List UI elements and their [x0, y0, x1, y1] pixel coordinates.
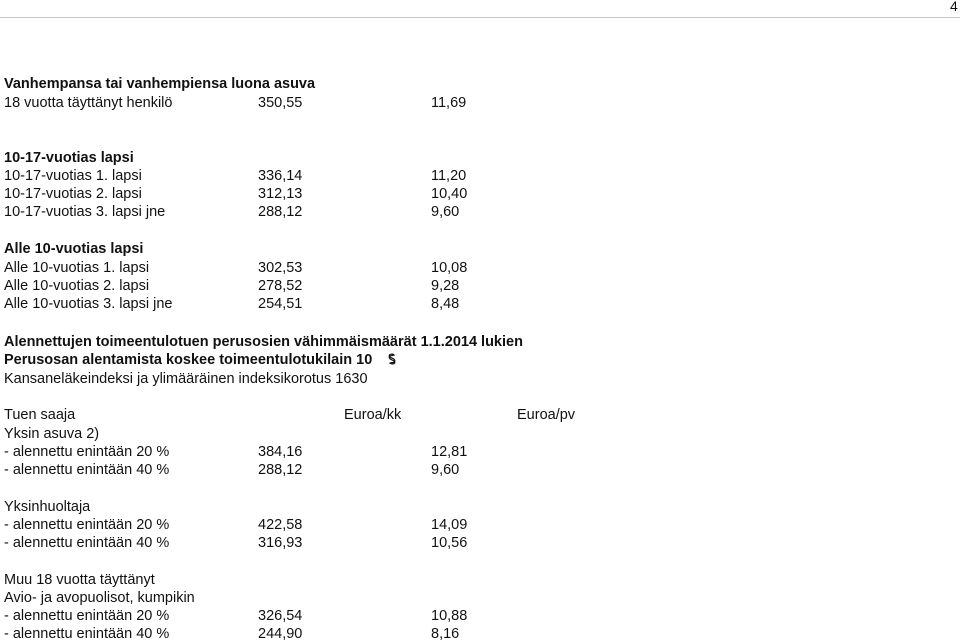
row-label: - alennettu enintään 40 %: [4, 462, 170, 478]
row-value-pv: 14,09: [431, 517, 468, 533]
row-value-kk: 422,58: [258, 517, 303, 533]
row-value-kk: 384,16: [258, 444, 303, 460]
row-value-pv: 10,08: [431, 260, 468, 276]
row-value-pv: 10,88: [431, 608, 468, 624]
column-header-kk: Euroa/kk: [344, 407, 402, 423]
row-value-kk: 336,14: [258, 168, 303, 184]
row-value-pv: 8,48: [431, 296, 460, 312]
row-label: 10-17-vuotias 2. lapsi: [4, 186, 142, 202]
row-value-pv: 10,56: [431, 535, 468, 551]
row-value-pv: 11,20: [431, 168, 467, 184]
column-header-pv: Euroa/pv: [517, 407, 576, 423]
row-value-pv: 9,60: [431, 462, 460, 478]
section-title: Vanhempansa tai vanhempiensa luona asuva: [4, 76, 316, 92]
group-subtitle: Avio- ja avopuolisot, kumpikin: [4, 590, 195, 606]
row-value-kk: 254,51: [258, 296, 303, 312]
row-label: 18 vuotta täyttänyt henkilö: [4, 95, 173, 111]
row-value-kk: 326,54: [258, 608, 303, 624]
row-value-kk: 244,90: [258, 626, 303, 642]
index-line: Kansaneläkeindeksi ja ylimääräinen indeksikorotus 1630: [4, 371, 368, 387]
row-value-pv: 9,28: [431, 278, 460, 294]
row-value-kk: 278,52: [258, 278, 303, 294]
row-label: - alennettu enintään 20 %: [4, 608, 170, 624]
column-header-recipient: Tuen saaja: [4, 407, 76, 423]
row-label: Alle 10-vuotias 3. lapsi jne: [4, 296, 173, 312]
group-title: Yksinhuoltaja: [4, 499, 91, 515]
row-value-kk: 316,93: [258, 535, 303, 551]
row-value-kk: 312,13: [258, 186, 303, 202]
section-sign-icon: [386, 353, 398, 365]
row-value-kk: 288,12: [258, 204, 303, 220]
section-heading: Alennettujen toimeentulotuen perusosien vähimmäismäärät 1.1.2014 lukien: [4, 334, 523, 350]
group-title: Yksin asuva 2): [4, 426, 100, 442]
row-value-pv: 10,40: [431, 186, 468, 202]
header-divider: [0, 17, 960, 18]
row-value-pv: 8,16: [431, 626, 460, 642]
group-title: Muu 18 vuotta täyttänyt: [4, 572, 155, 588]
section-title: 10-17-vuotias lapsi: [4, 150, 134, 166]
row-label: - alennettu enintään 20 %: [4, 444, 170, 460]
section-subheading: Perusosan alentamista koskee toimeentulotukilain 10: [4, 352, 373, 368]
row-value-kk: 350,55: [258, 95, 303, 111]
row-label: - alennettu enintään 40 %: [4, 535, 170, 551]
row-value-kk: 288,12: [258, 462, 303, 478]
row-label: Alle 10-vuotias 2. lapsi: [4, 278, 150, 294]
row-value-pv: 11,69: [431, 95, 467, 111]
row-value-pv: 12,81: [431, 444, 468, 460]
page-number: 4: [950, 0, 958, 14]
row-label: Alle 10-vuotias 1. lapsi: [4, 260, 150, 276]
row-value-pv: 9,60: [431, 204, 460, 220]
row-label: 10-17-vuotias 3. lapsi jne: [4, 204, 166, 220]
row-label: - alennettu enintään 20 %: [4, 517, 170, 533]
row-value-kk: 302,53: [258, 260, 303, 276]
row-label: - alennettu enintään 40 %: [4, 626, 170, 642]
section-title: Alle 10-vuotias lapsi: [4, 241, 144, 257]
row-label: 10-17-vuotias 1. lapsi: [4, 168, 142, 184]
